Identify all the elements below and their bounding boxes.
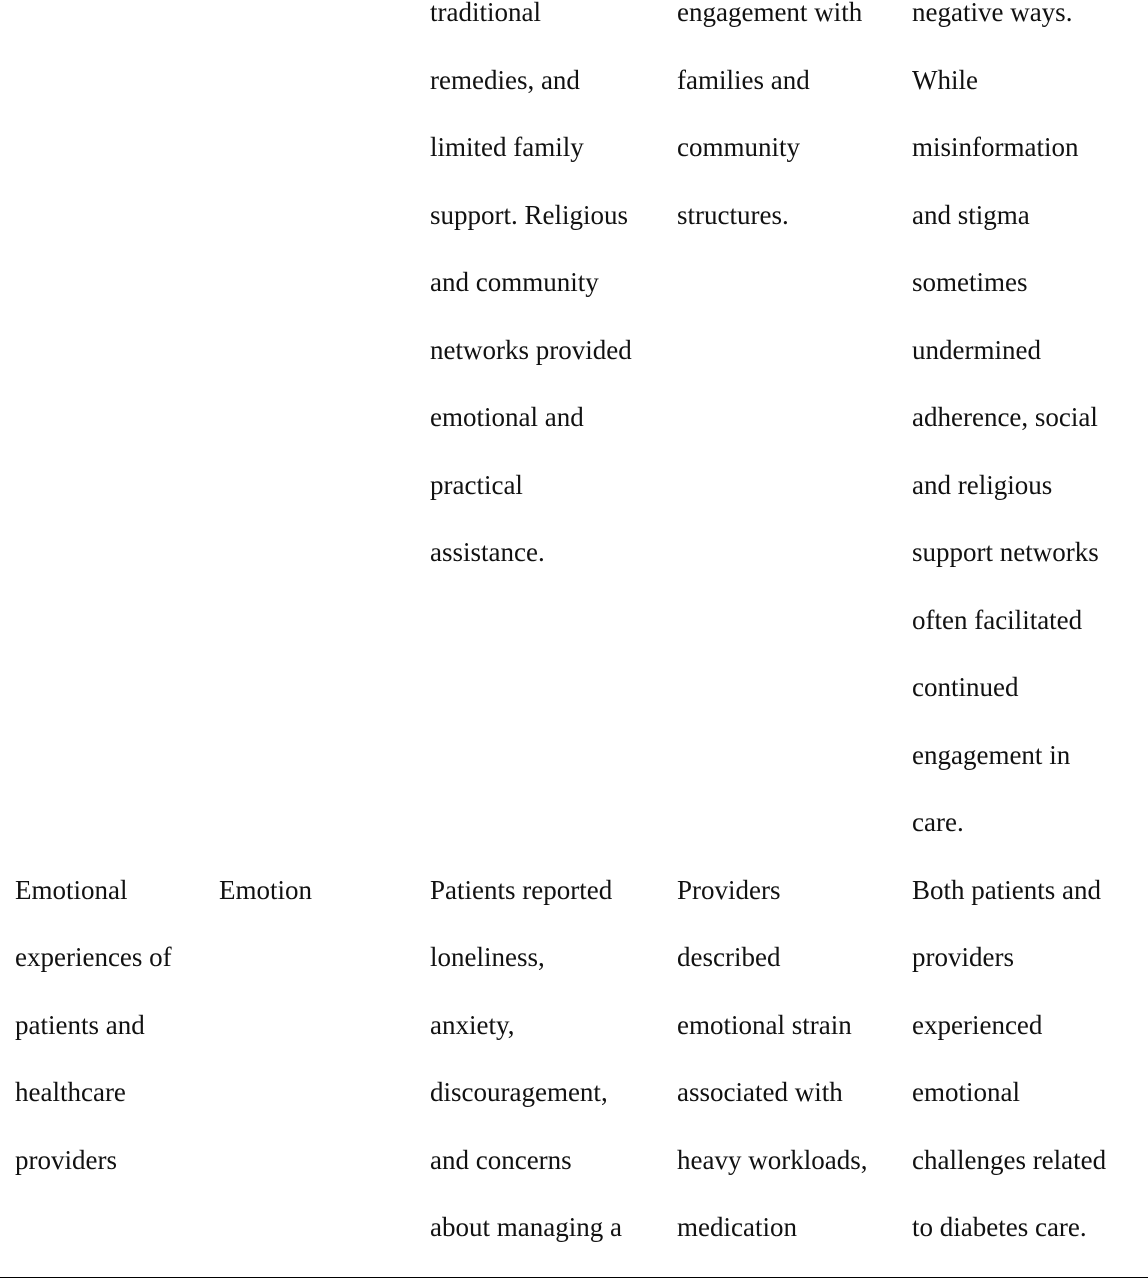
cell-text-line: continued <box>912 672 1019 702</box>
cell-text-line: families and <box>677 64 810 95</box>
cell-text-line: practical <box>430 469 523 500</box>
cell-text-line: limited family <box>430 132 584 162</box>
cell-text-line: support. Religious <box>430 199 629 230</box>
cell-text-line: often facilitated <box>912 604 1083 635</box>
cell-text-line: emotional and <box>430 402 584 432</box>
table-bottom-rule <box>0 1277 1148 1278</box>
cell-text-line: Emotion <box>219 874 312 905</box>
cell-text-line: engagement in <box>912 739 1071 770</box>
cell-text-line: undermined <box>912 334 1041 365</box>
cell-text-line: healthcare <box>15 1077 126 1107</box>
cell-text-line: support networks <box>912 537 1099 567</box>
cell-text-line: experienced <box>912 1009 1043 1040</box>
cell-text-line: adherence, social <box>912 402 1098 432</box>
cell-text-line: patients and <box>15 1009 145 1040</box>
cell-text-line: and community <box>430 267 599 297</box>
cell-text-line: While <box>912 64 978 95</box>
cell-text-line: and stigma <box>912 199 1030 230</box>
cell-text-line: described <box>677 942 781 972</box>
cell-text-line: experiences of <box>15 942 172 972</box>
cell-text-line: providers <box>912 942 1014 972</box>
cell-text-line: Patients reported <box>430 874 613 905</box>
cell-text-line: medication <box>677 1212 797 1242</box>
cell-text-line: misinformation <box>912 132 1079 162</box>
cell-text-line: about managing a <box>430 1212 622 1242</box>
cell-text-line: sometimes <box>912 267 1028 297</box>
cell-text-line: heavy workloads, <box>677 1144 868 1175</box>
cell-text-line: providers <box>15 1144 117 1175</box>
cell-text-line: Emotional <box>15 874 128 905</box>
cell-text-line: emotional strain <box>677 1009 852 1040</box>
cell-text-line: remedies, and <box>430 64 580 95</box>
cell-text-line: negative ways. <box>912 0 1073 27</box>
cell-text-line: traditional <box>430 0 541 27</box>
cell-text-line: structures. <box>677 199 789 230</box>
cell-text-line: engagement with <box>677 0 863 27</box>
cell-text-line: to diabetes care. <box>912 1212 1087 1242</box>
cell-text-line: and concerns <box>430 1144 572 1175</box>
cell-text-line: networks provided <box>430 334 632 365</box>
cell-text-line: Providers <box>677 874 781 905</box>
cell-text-line: emotional <box>912 1077 1020 1107</box>
cell-text-line: associated with <box>677 1077 843 1107</box>
cell-text-line: challenges related <box>912 1144 1107 1175</box>
cell-text-line: discouragement, <box>430 1077 608 1107</box>
cell-text-line: anxiety, <box>430 1009 515 1040</box>
cell-text-line: Both patients and <box>912 874 1101 905</box>
cell-text-line: and religious <box>912 469 1053 500</box>
cell-text-line: assistance. <box>430 537 545 567</box>
cell-text-line: community <box>677 132 800 162</box>
cell-text-line: care. <box>912 807 964 837</box>
cell-text-line: loneliness, <box>430 942 545 972</box>
